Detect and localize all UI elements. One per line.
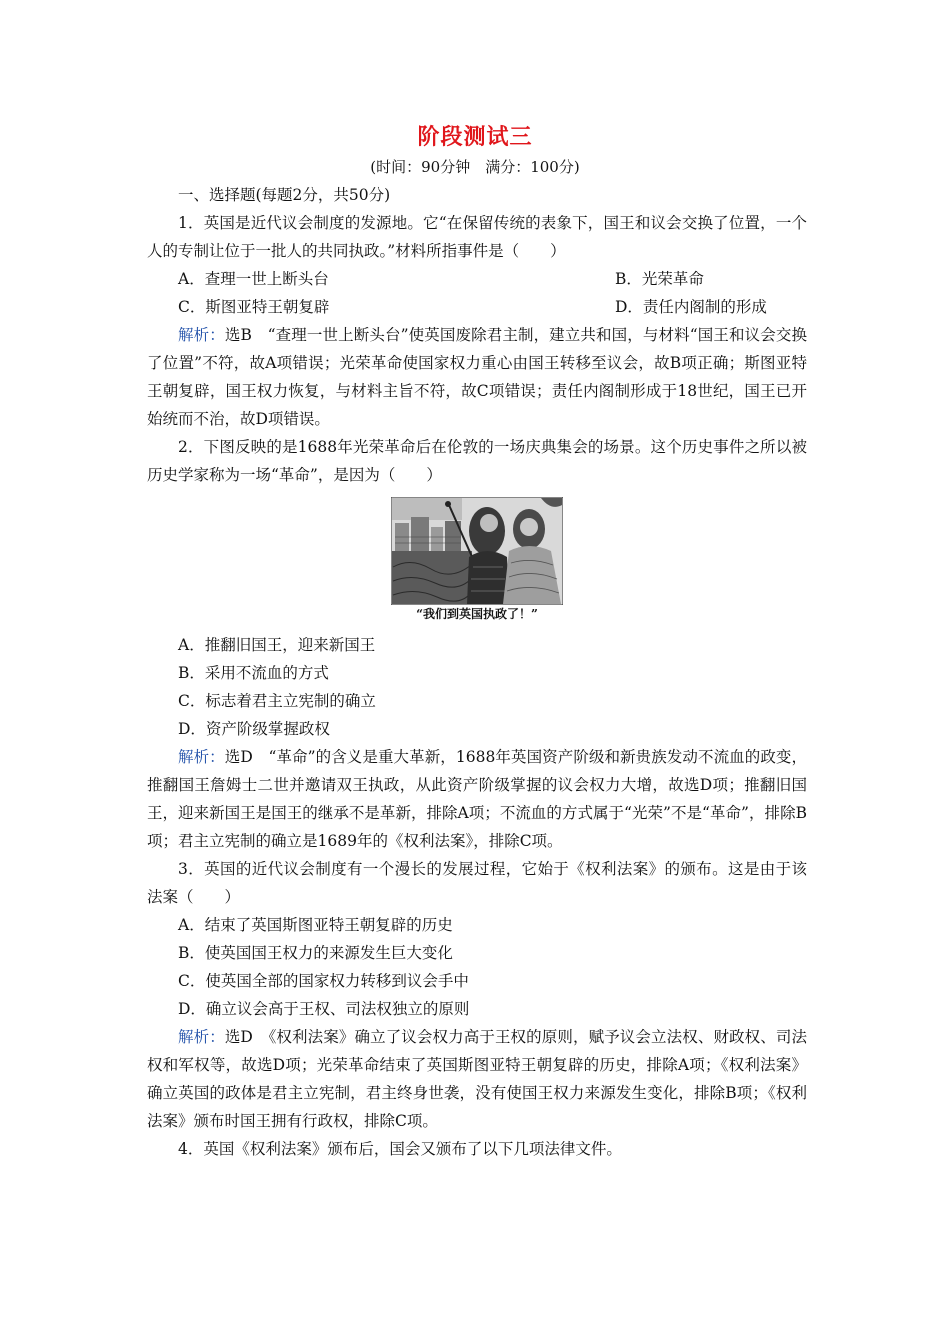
engraving-illustration <box>391 497 563 605</box>
analysis-label: 解析： <box>178 748 225 766</box>
analysis-text: 选D “革命”的含义是重大革新，1688年英国资产阶级和新贵族发动不流血的政变，推翻国王詹姆士二世并邀请双王执政，从此资产阶级掌握的议会权力大增，故选D项；推翻旧国王，迎来新国王是国王的继承不是革新，排除A项；不流血的方式属于“光荣”不是“革命”，排除B项；君主立宪制的确立是1689年的《权利法案》，排除C项。 <box>147 748 807 850</box>
page-subtitle: (时间：90分钟 满分：100分) <box>370 158 580 176</box>
question-2-analysis <box>147 743 807 855</box>
question-3-stem: 3．英国的近代议会制度有一个漫长的发展过程，它始于《权利法案》的颁布。这是由于该法案（ ） <box>147 860 807 906</box>
question-1-options-row-1 <box>147 265 807 293</box>
question-2-option-c: C．标志着君主立宪制的确立 <box>178 692 376 710</box>
document-body <box>147 181 807 1163</box>
question-3-option-d: D．确立议会高于王权、司法权独立的原则 <box>178 1000 470 1018</box>
figure-caption: “我们到英国执政了！” <box>416 607 538 621</box>
section-heading: 一、选择题(每题2分，共50分) <box>178 186 391 204</box>
question-2-figure <box>147 497 807 623</box>
question-1-options-row-2 <box>147 293 807 321</box>
question-2-option-d: D．资产阶级掌握政权 <box>178 720 330 738</box>
question-3-analysis <box>147 1023 807 1135</box>
question-3-option-b: B．使英国国王权力的来源发生巨大变化 <box>178 944 453 962</box>
question-4-stem: 4．英国《权利法案》颁布后，国会又颁布了以下几项法律文件。 <box>178 1140 622 1158</box>
question-2-option-a: A．推翻旧国王，迎来新国王 <box>178 636 376 654</box>
question-3-option-a: A．结束了英国斯图亚特王朝复辟的历史 <box>178 916 453 934</box>
analysis-label: 解析： <box>178 326 225 344</box>
question-1-option-c: C．斯图亚特王朝复辟 <box>178 298 330 316</box>
question-1-option-a: A．查理一世上断头台 <box>178 270 329 288</box>
question-2-option-b: B．采用不流血的方式 <box>178 664 329 682</box>
analysis-label: 解析： <box>178 1028 225 1046</box>
question-1-option-d: D．责任内阁制的形成 <box>615 298 767 316</box>
analysis-text: 选D 《权利法案》确立了议会权力高于王权的原则，赋予议会立法权、财政权、司法权和军权等，故选D项；光荣革命结束了英国斯图亚特王朝复辟的历史，排除A项；《权利法案》确立英国的政体是君主立宪制，君主终身世袭，没有使国王权力来源发生变化，排除B项；《权利法案》颁布时国王拥有行政权，排除C项。 <box>147 1028 807 1130</box>
analysis-text: 选B “查理一世上断头台”使英国废除君主制，建立共和国，与材料“国王和议会交换了位置”不符，故A项错误；光荣革命使国家权力重心由国王转移至议会，故B项正确；斯图亚特王朝复辟，国王权力恢复，与材料主旨不符，故C项错误；责任内阁制形成于18世纪，国王已开始统而不治，故D项错误。 <box>147 326 807 428</box>
question-1-option-b: B．光荣革命 <box>615 270 704 288</box>
question-1-stem: 1．英国是近代议会制度的发源地。它“在保留传统的表象下，国王和议会交换了位置，一个人的专制让位于一批人的共同执政。”材料所指事件是（ ） <box>147 214 807 260</box>
page-title: 阶段测试三 <box>417 124 533 150</box>
question-1-analysis <box>147 321 807 433</box>
question-3-option-c: C．使英国全部的国家权力转移到议会手中 <box>178 972 469 990</box>
question-2-stem: 2．下图反映的是1688年光荣革命后在伦敦的一场庆典集会的场景。这个历史事件之所以被历史学家称为一场“革命”，是因为（ ） <box>147 438 807 484</box>
